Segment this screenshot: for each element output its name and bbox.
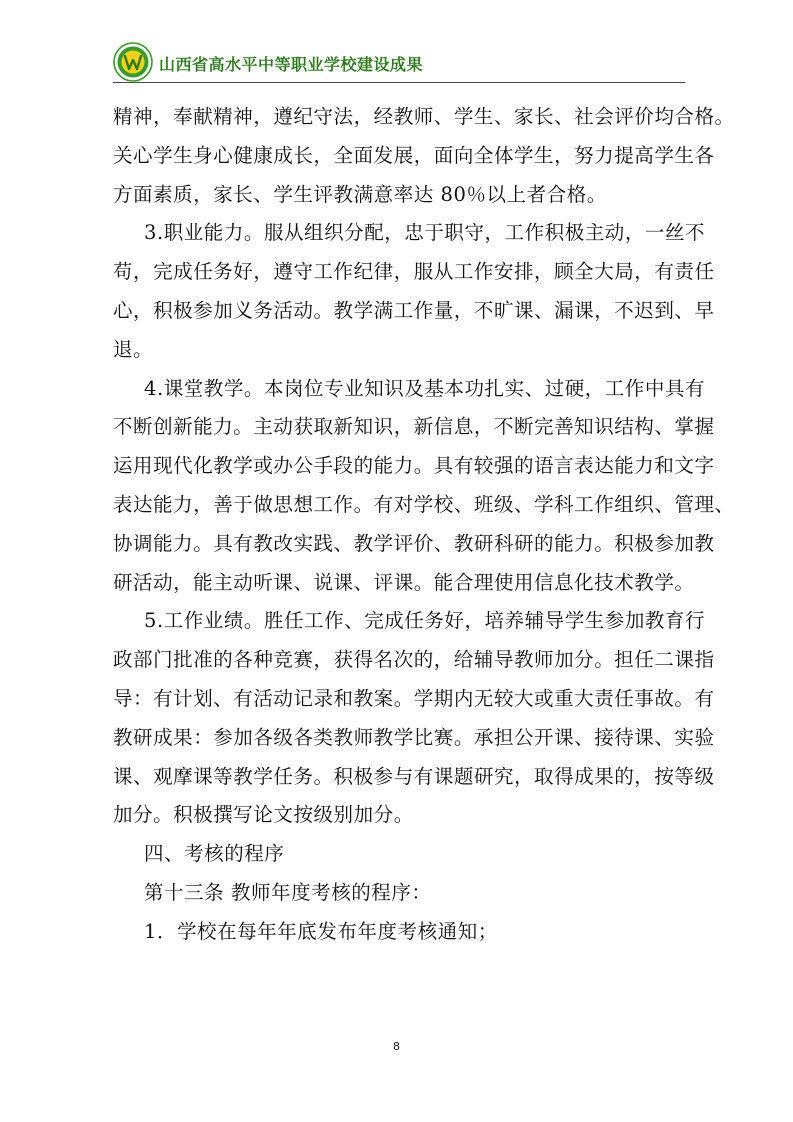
school-logo-icon: [113, 42, 153, 82]
text-line: 协调能力。具有教改实践、教学评价、教研科研的能力。积极参加教: [113, 531, 715, 555]
text-line: 苟，完成任务好，遵守工作纪律，服从工作安排，顾全大局，有责任: [113, 260, 715, 284]
text-line: 关心学生身心健康成长，全面发展，面向全体学生，努力提高学生各: [113, 143, 715, 167]
text-line: 第十三条 教师年度考核的程序：: [144, 880, 432, 904]
text-line: 方面素质，家长、学生评教满意率达 80％以上者合格。: [113, 182, 607, 206]
step-item: [113, 913, 685, 952]
text-line: 不断创新能力。主动获取新知识，新信息，不断完善知识结构、掌握: [113, 415, 715, 439]
text-line: 表达能力，善于做思想工作。有对学校、班级、学科工作组织、管理、: [113, 492, 735, 516]
text-line: 退。: [113, 337, 154, 361]
document-body: [113, 98, 735, 952]
text-line: 精神，奉献精神，遵纪守法，经教师、学生、家长、社会评价均合格。: [113, 105, 735, 128]
text-line: 研活动，能主动听课、说课、评课。能合理使用信息化技术教学。: [113, 570, 695, 594]
page-number: 8: [393, 1040, 400, 1053]
text-line: 加分。积极撰写论文按级别加分。: [113, 803, 414, 827]
section-heading: [113, 835, 685, 874]
paragraph-work-performance: [113, 602, 715, 835]
page-header: [113, 40, 685, 84]
text-line: 教研成果：参加各级各类教师教学比赛。承担公开课、接待课、实验: [113, 725, 715, 749]
text-line: 运用现代化教学或办公手段的能力。具有较强的语言表达能力和文字: [113, 454, 715, 478]
text-line: 政部门批准的各种竞赛，获得名次的，给辅导教师加分。担任二课指: [113, 648, 715, 672]
paragraph-professional-ability: [113, 214, 715, 369]
text-line: 1．学校在每年年底发布年度考核通知；: [144, 919, 498, 943]
text-line: 心，积极参加义务活动。教学满工作量，不旷课、漏课，不迟到、早: [113, 298, 715, 322]
text-line: 5.工作业绩。胜任工作、完成任务好，培养辅导学生参加教育行: [144, 609, 706, 633]
header-divider: [113, 82, 685, 83]
paragraph-continuation: [113, 98, 735, 214]
text-line: 4.课堂教学。本岗位专业知识及基本功扎实、过硬，工作中具有: [144, 376, 706, 400]
text-line: 课、观摩课等教学任务。积极参与有课题研究，取得成果的，按等级: [113, 764, 715, 788]
paragraph-classroom-teaching: [113, 370, 735, 603]
text-line: 3.职业能力。服从组织分配，忠于职守，工作积极主动，一丝不: [144, 221, 706, 245]
article-heading: [113, 874, 685, 913]
text-line: 导：有计划、有活动记录和教案。学期内无较大或重大责任事故。有: [113, 686, 715, 710]
text-line: 四、考核的程序: [144, 842, 285, 866]
header-title: 山西省高水平中等职业学校建设成果: [159, 55, 424, 74]
